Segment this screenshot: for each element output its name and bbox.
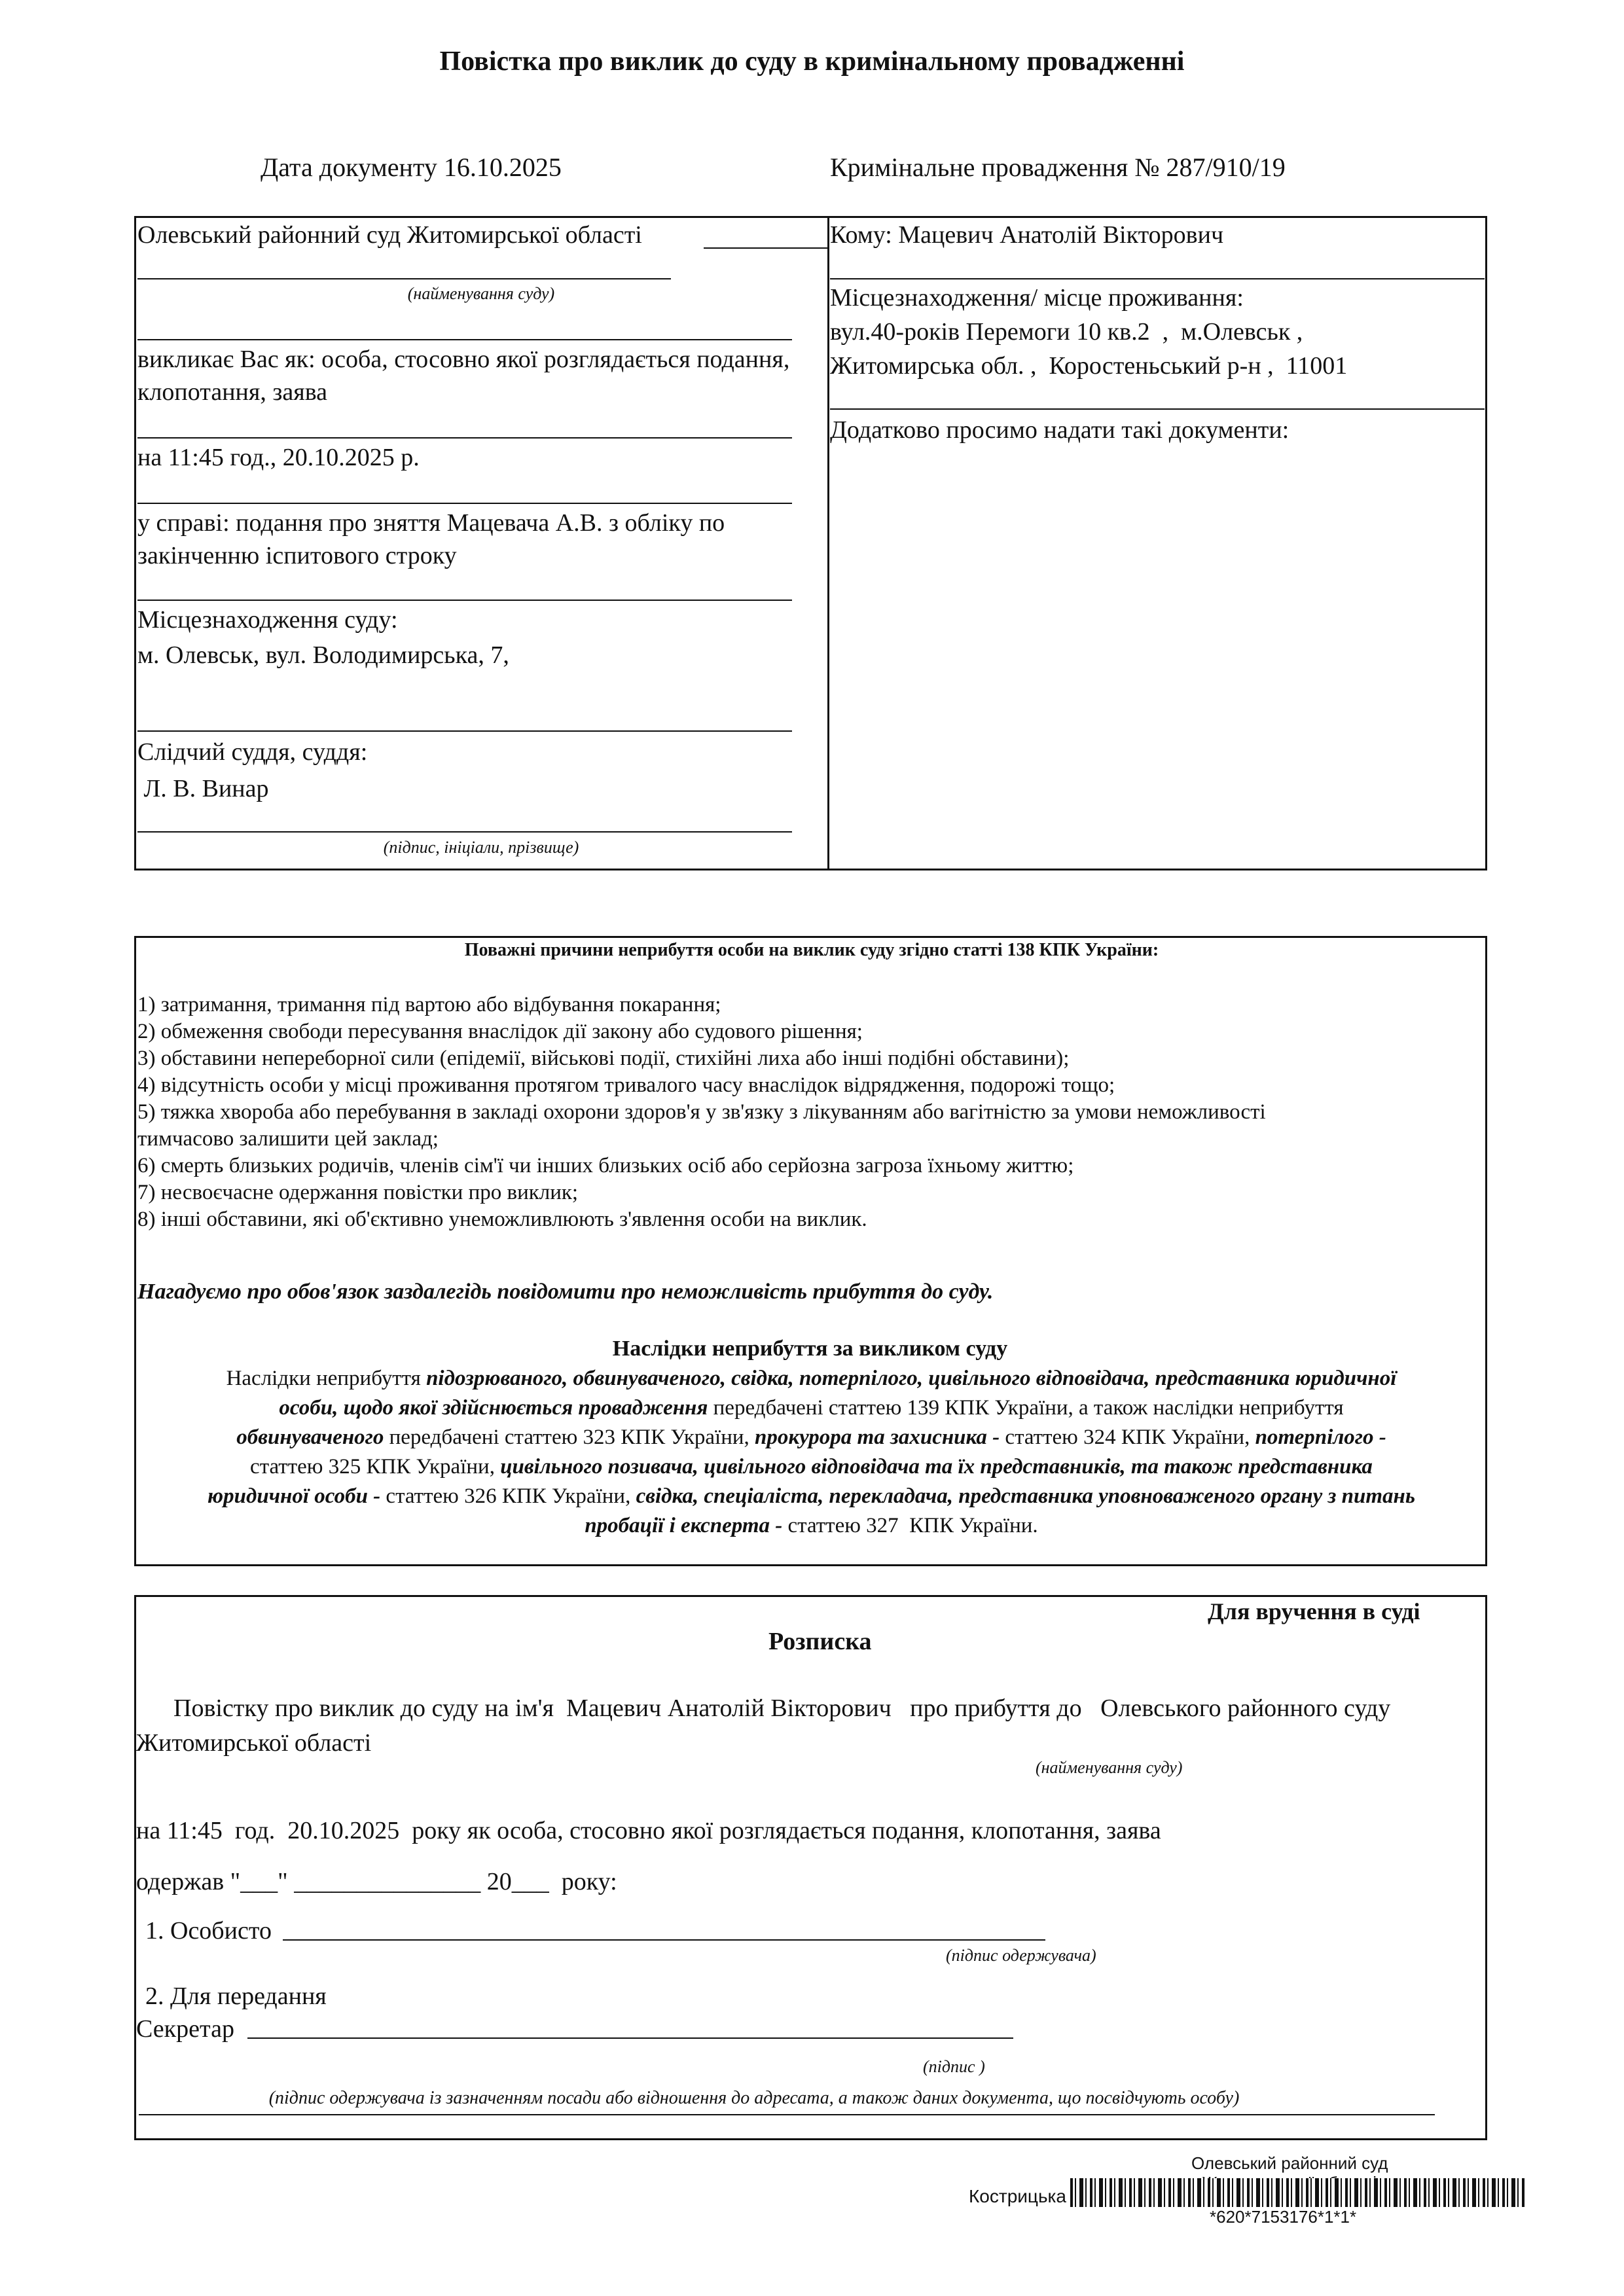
court-location-value: м. Олевськ, вул. Володимирська, 7,	[137, 641, 509, 669]
transfer-label: 2. Для передання	[145, 1982, 327, 2010]
receipt-court-caption: (найменування суду)	[1036, 1758, 1183, 1777]
divider-1	[137, 339, 792, 340]
secretary-label: Секретар	[136, 2015, 234, 2043]
reason-item: тимчасово залишити цей заклад;	[137, 1127, 439, 1151]
consequences-emphasis: свідка, спеціаліста, перекладача, представника уповноваженого органу з питань	[636, 1484, 1415, 1508]
court-name-underline	[704, 247, 828, 249]
for-court-delivery: Для вручення в суді	[1208, 1598, 1420, 1624]
consequences-line	[139, 1393, 1484, 1423]
consequences-line	[139, 1452, 1484, 1482]
court-location-label: Місцезнаходження суду:	[137, 606, 398, 634]
reason-item: 8) інші обставини, які об'єктивно унеможливлюють з'явлення особи на виклик.	[137, 1208, 867, 1231]
consequences-emphasis: потерпілого -	[1255, 1426, 1386, 1449]
consequences-line	[139, 1511, 1484, 1541]
consequences-run: статтею 326 КПК України,	[380, 1484, 636, 1508]
residence-underline	[830, 408, 1485, 410]
court-caption: (найменування суду)	[407, 284, 555, 303]
consequences-emphasis: цивільного позивача, цивільного відповідача та їх представників, та також представника	[500, 1455, 1373, 1479]
hearing-time: на 11:45 год., 20.10.2025 р.	[137, 444, 420, 471]
divider-2	[137, 437, 792, 439]
bottom-caption: (підпис одержувача із зазначенням посади або відношення до адресата, а також даних документа, що посвідчують особу)	[268, 2088, 1240, 2108]
bottom-signature-line	[139, 2114, 1435, 2115]
footer-court-line-1: Олевський районний суд	[1191, 2153, 1388, 2173]
personal-signature-line	[283, 1939, 1045, 1941]
consequences-run: передбачені статтею 139 КПК України, а також наслідки неприбуття	[708, 1396, 1344, 1420]
reasons-list	[137, 992, 1483, 1233]
reason-item: 7) несвоєчасне одержання повістки про виклик;	[137, 1181, 579, 1204]
clerk-name: Кострицька	[969, 2186, 1066, 2206]
consequences-run: статтею 327 КПК України.	[782, 1514, 1038, 1537]
receipt-line-1: Повістку про виклик до суду на ім'я Мацевич Анатолій Вікторович про прибуття до Олевського районного суду	[173, 1695, 1391, 1722]
judge-caption: (підпис, ініціали, прізвище)	[383, 838, 579, 857]
consequences-line	[139, 1482, 1484, 1511]
column-divider	[827, 216, 829, 870]
recipient: Кому: Мацевич Анатолій Вікторович	[830, 221, 1224, 249]
reason-item: 2) обмеження свободи пересування внаслідок дії закону або судового рішення;	[137, 1020, 863, 1043]
judge-signature-line	[137, 831, 792, 833]
consequences-heading: Наслідки неприбуття за викликом суду	[612, 1336, 1008, 1361]
consequences-run: статтею 325 КПК України,	[250, 1455, 501, 1479]
consequences-text	[139, 1364, 1484, 1541]
consequences-emphasis: пробації і експерта -	[585, 1514, 783, 1537]
receipt-time-line: на 11:45 год. 20.10.2025 року як особа, стосовно якої розглядається подання, клопотання, заява	[136, 1817, 1161, 1844]
reason-item: 4) відсутність особи у місці проживання протягом тривалого часу внаслідок відрядження, подорожі тощо;	[137, 1073, 1115, 1097]
judge-name: Л. В. Винар	[137, 775, 269, 802]
reason-item: 6) смерть близьких родичів, членів сім'ї чи інших близьких осіб або серйозна загроза їхньому життю;	[137, 1154, 1074, 1177]
consequences-run: статтею 324 КПК України,	[1000, 1426, 1255, 1449]
consequences-emphasis: особи, щодо якої здійснюється провадження	[279, 1396, 708, 1420]
reason-item: 3) обставини непереборної сили (епідемії, військові події, стихійні лиха або інші подібні обставини);	[137, 1047, 1070, 1070]
documents-label: Додатково просимо надати такі документи:	[830, 416, 1290, 444]
divider-4	[137, 600, 792, 601]
court-name-underline-2	[137, 278, 671, 279]
summons-as: викликає Вас як: особа, стосовно якої розглядається подання, клопотання, заява	[137, 346, 790, 406]
consequences-emphasis: обвинуваченого	[236, 1426, 384, 1449]
secretary-signature-line	[247, 2037, 1013, 2039]
recipient-underline	[830, 278, 1485, 279]
barcode-text: *620*7153176*1*1*	[1210, 2207, 1357, 2227]
received-date: одержав "___" _______________ 20___ року:	[136, 1868, 617, 1895]
residence-label: Місцезнаходження/ місце проживання:	[830, 284, 1244, 312]
reason-item: 1) затримання, тримання під вартою або відбування покарання;	[137, 993, 721, 1016]
consequences-run: Наслідки неприбуття	[226, 1367, 427, 1390]
consequences-run: передбачені статтею 323 КПК України,	[384, 1426, 755, 1449]
barcode	[1070, 2178, 1525, 2207]
judge-label: Слідчий суддя, суддя:	[137, 738, 368, 766]
receipt-line-2: Житомирської області	[136, 1729, 372, 1757]
personal-label: 1. Особисто	[145, 1917, 272, 1945]
consequences-emphasis: підозрюваного, обвинуваченого, свідка, потерпілого, цивільного відповідача, представника юридичної	[426, 1367, 1397, 1390]
consequences-line	[139, 1423, 1484, 1452]
consequences-emphasis: юридичної особи -	[208, 1484, 381, 1508]
case-subject: у справі: подання про зняття Мацевача А.В. з обліку по закінченню іспитового строку	[137, 509, 725, 569]
recipient-caption: (підпис одержувача)	[946, 1946, 1096, 1965]
signature-caption: (підпис )	[923, 2057, 985, 2076]
residence-line-1: вул.40-років Перемоги 10 кв.2 , м.Олевськ ,	[830, 318, 1303, 346]
court-name: Олевський районний суд Житомирської області	[137, 221, 642, 249]
case-number: Кримінальне провадження № 287/910/19	[830, 152, 1286, 182]
residence-line-2: Житомирська обл. , Коростеньський р-н , 11001	[830, 352, 1348, 380]
divider-5	[137, 730, 792, 732]
reminder: Нагадуємо про обов'язок заздалегідь повідомити про неможливість прибуття до суду.	[137, 1280, 994, 1304]
consequences-line	[139, 1364, 1484, 1393]
document-date: Дата документу 16.10.2025	[261, 152, 562, 182]
reasons-heading: Поважні причини неприбуття особи на виклик суду згідно статті 138 КПК України:	[464, 940, 1159, 960]
consequences-emphasis: прокурора та захисника -	[755, 1426, 1000, 1449]
reason-item: 5) тяжка хвороба або перебування в закладі охорони здоров'я у зв'язку з лікуванням або вагітністю за умови неможливості	[137, 1100, 1266, 1124]
receipt-title: Розписка	[768, 1628, 872, 1655]
page-title: Повістка про виклик до суду в кримінальному провадженні	[439, 46, 1185, 77]
divider-3	[137, 503, 792, 504]
